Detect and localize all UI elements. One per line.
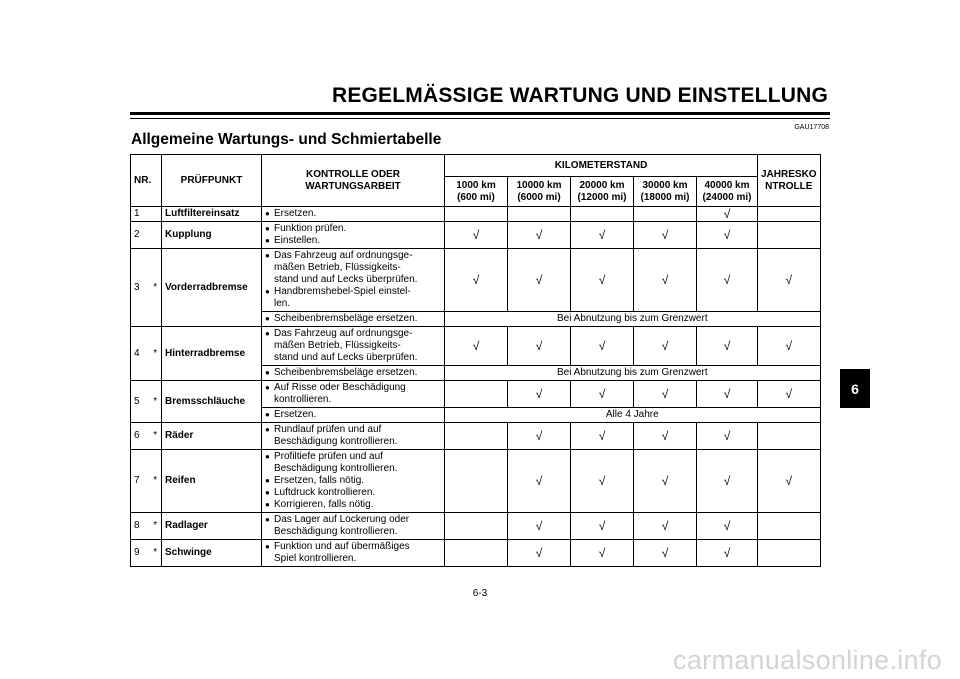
check-mark: √	[571, 423, 634, 450]
empty-cell	[571, 207, 634, 222]
row-number: 3	[131, 249, 150, 327]
table-row	[131, 450, 821, 513]
bullet-icon: ●	[265, 209, 270, 218]
row-number: 5	[131, 381, 150, 423]
page-header-title: REGELMÄSSIGE WARTUNG UND EINSTELLUNG	[331, 84, 828, 107]
row-star-marker: *	[150, 381, 162, 423]
table-row	[131, 513, 821, 540]
row-star-marker: *	[150, 423, 162, 450]
bullet-icon: ●	[265, 410, 270, 419]
row-sub-action	[262, 312, 445, 327]
row-star-marker: *	[150, 249, 162, 327]
action-item	[265, 286, 441, 310]
row-number: 4	[131, 327, 150, 381]
maintenance-table	[130, 154, 821, 567]
row-item: Reifen	[162, 450, 262, 513]
action-text: Ersetzen.	[274, 208, 317, 219]
check-mark: √	[697, 423, 758, 450]
empty-cell	[445, 450, 508, 513]
row-item: Bremsschläuche	[162, 381, 262, 423]
row-actions	[262, 249, 445, 312]
row-item: Luftfiltereinsatz	[162, 207, 262, 222]
row-number: 6	[131, 423, 150, 450]
row-number: 2	[131, 222, 150, 249]
bullet-icon: ●	[265, 515, 270, 524]
action-text: Das Lager auf Lockerung oder Beschädigung kontrollieren.	[274, 514, 410, 537]
check-mark: √	[508, 450, 571, 513]
action-item	[265, 475, 441, 487]
check-mark: √	[571, 513, 634, 540]
watermark: carmanualsonline.info	[673, 645, 942, 675]
row-actions	[262, 381, 445, 408]
interval-note: Bei Abnutzung bis zum Grenzwert	[445, 312, 821, 327]
empty-cell	[445, 540, 508, 567]
bullet-icon: ●	[265, 425, 270, 434]
check-mark: √	[634, 249, 697, 312]
check-mark: √	[697, 222, 758, 249]
action-text: Luftdruck kontrollieren.	[274, 487, 376, 498]
check-mark: √	[634, 450, 697, 513]
action-text: Das Fahrzeug auf ordnungsge- mäßen Betrieb, Flüssigkeits- stand und auf Lecks überprüfen.	[274, 250, 418, 285]
row-sub-action	[262, 408, 445, 423]
check-mark: √	[508, 249, 571, 312]
header-interval: 10000 km (6000 mi)	[508, 177, 571, 207]
check-mark: √	[445, 222, 508, 249]
check-mark: √	[697, 513, 758, 540]
action-item	[265, 223, 441, 235]
action-item	[265, 499, 441, 511]
action-item	[265, 367, 441, 379]
header-nr: NR.	[131, 155, 162, 207]
check-mark: √	[634, 513, 697, 540]
empty-cell	[445, 513, 508, 540]
empty-cell	[445, 381, 508, 408]
bullet-icon: ●	[265, 236, 270, 245]
bullet-icon: ●	[265, 383, 270, 392]
row-actions	[262, 222, 445, 249]
check-mark: √	[634, 222, 697, 249]
action-item	[265, 409, 441, 421]
empty-cell	[445, 207, 508, 222]
action-text: Einstellen.	[274, 235, 321, 246]
row-actions	[262, 513, 445, 540]
check-mark: √	[758, 381, 821, 408]
bullet-icon: ●	[265, 251, 270, 260]
bullet-icon: ●	[265, 476, 270, 485]
empty-cell	[758, 222, 821, 249]
interval-note: Bei Abnutzung bis zum Grenzwert	[445, 366, 821, 381]
table-row	[131, 327, 821, 366]
header-action: KONTROLLE ODER WARTUNGSARBEIT	[262, 155, 445, 207]
row-star-marker	[150, 222, 162, 249]
row-sub-action	[262, 366, 445, 381]
action-text: Scheibenbremsbeläge ersetzen.	[274, 313, 418, 324]
empty-cell	[758, 423, 821, 450]
table-row	[131, 423, 821, 450]
document-code: GAU17708	[794, 124, 829, 131]
check-mark: √	[508, 381, 571, 408]
header-odometer: KILOMETERSTAND	[445, 155, 758, 177]
header-interval: 40000 km (24000 mi)	[697, 177, 758, 207]
check-mark: √	[634, 381, 697, 408]
table-row	[131, 207, 821, 222]
empty-cell	[508, 207, 571, 222]
check-mark: √	[508, 423, 571, 450]
row-actions	[262, 327, 445, 366]
action-item	[265, 328, 441, 364]
action-text: Ersetzen, falls nötig.	[274, 475, 365, 486]
row-actions	[262, 540, 445, 567]
bullet-icon: ●	[265, 287, 270, 296]
action-text: Das Fahrzeug auf ordnungsge- mäßen Betrieb, Flüssigkeits- stand und auf Lecks überprüfen.	[274, 328, 418, 363]
header-interval: 30000 km (18000 mi)	[634, 177, 697, 207]
action-item	[265, 208, 441, 220]
row-star-marker	[150, 207, 162, 222]
check-mark: √	[758, 327, 821, 366]
bullet-icon: ●	[265, 314, 270, 323]
action-text: Handbremshebel-Spiel einstel- len.	[274, 286, 411, 309]
check-mark: √	[445, 327, 508, 366]
table-row	[131, 381, 821, 408]
row-item: Hinterradbremse	[162, 327, 262, 381]
action-text: Ersetzen.	[274, 409, 317, 420]
table-row	[131, 540, 821, 567]
check-mark: √	[758, 450, 821, 513]
check-mark: √	[758, 249, 821, 312]
action-text: Auf Risse oder Beschädigung kontrollieren.	[274, 382, 406, 405]
action-item	[265, 382, 441, 406]
action-item	[265, 541, 441, 565]
header-interval: 20000 km (12000 mi)	[571, 177, 634, 207]
row-number: 8	[131, 513, 150, 540]
empty-cell	[445, 423, 508, 450]
row-star-marker: *	[150, 327, 162, 381]
check-mark: √	[697, 540, 758, 567]
header-rule-thin	[130, 118, 830, 119]
action-item	[265, 424, 441, 448]
action-item	[265, 250, 441, 286]
row-number: 7	[131, 450, 150, 513]
header-rule-thick	[130, 112, 830, 115]
check-mark: √	[508, 327, 571, 366]
check-mark: √	[697, 249, 758, 312]
row-item: Räder	[162, 423, 262, 450]
action-item	[265, 487, 441, 499]
action-text: Funktion und auf übermäßiges Spiel kontrollieren.	[274, 541, 410, 564]
check-mark: √	[571, 540, 634, 567]
row-number: 9	[131, 540, 150, 567]
bullet-icon: ●	[265, 542, 270, 551]
check-mark: √	[634, 540, 697, 567]
check-mark: √	[571, 381, 634, 408]
row-star-marker: *	[150, 540, 162, 567]
action-text: Funktion prüfen.	[274, 223, 347, 234]
interval-note: Alle 4 Jahre	[445, 408, 821, 423]
action-item	[265, 313, 441, 325]
check-mark: √	[697, 381, 758, 408]
action-text: Rundlauf prüfen und auf Beschädigung kontrollieren.	[274, 424, 398, 447]
action-item	[265, 451, 441, 475]
header-interval: 1000 km (600 mi)	[445, 177, 508, 207]
action-text: Korrigieren, falls nötig.	[274, 499, 374, 510]
check-mark: √	[571, 327, 634, 366]
bullet-icon: ●	[265, 452, 270, 461]
bullet-icon: ●	[265, 329, 270, 338]
chapter-tab: 6	[840, 369, 870, 408]
check-mark: √	[697, 327, 758, 366]
check-mark: √	[571, 222, 634, 249]
row-star-marker: *	[150, 450, 162, 513]
bullet-icon: ●	[265, 224, 270, 233]
check-mark: √	[508, 513, 571, 540]
row-item: Schwinge	[162, 540, 262, 567]
row-number: 1	[131, 207, 150, 222]
row-star-marker: *	[150, 513, 162, 540]
bullet-icon: ●	[265, 500, 270, 509]
check-mark: √	[697, 207, 758, 222]
section-title: Allgemeine Wartungs- und Schmiertabelle	[131, 131, 442, 148]
check-mark: √	[634, 327, 697, 366]
row-actions	[262, 450, 445, 513]
row-item: Vorderradbremse	[162, 249, 262, 327]
bullet-icon: ●	[265, 368, 270, 377]
row-item: Kupplung	[162, 222, 262, 249]
check-mark: √	[571, 249, 634, 312]
check-mark: √	[508, 222, 571, 249]
check-mark: √	[634, 423, 697, 450]
check-mark: √	[571, 450, 634, 513]
action-item	[265, 514, 441, 538]
row-item: Radlager	[162, 513, 262, 540]
bullet-icon: ●	[265, 488, 270, 497]
table-row	[131, 249, 821, 312]
header-item: PRÜFPUNKT	[162, 155, 262, 207]
action-text: Profiltiefe prüfen und auf Beschädigung kontrollieren.	[274, 451, 398, 474]
row-actions	[262, 207, 445, 222]
empty-cell	[758, 513, 821, 540]
check-mark: √	[445, 249, 508, 312]
check-mark: √	[697, 450, 758, 513]
action-text: Scheibenbremsbeläge ersetzen.	[274, 367, 418, 378]
check-mark: √	[508, 540, 571, 567]
header-annual: JAHRESKO NTROLLE	[758, 155, 821, 207]
empty-cell	[758, 540, 821, 567]
action-item	[265, 235, 441, 247]
empty-cell	[634, 207, 697, 222]
empty-cell	[758, 207, 821, 222]
row-actions	[262, 423, 445, 450]
page-number: 6-3	[472, 588, 488, 599]
table-row	[131, 222, 821, 249]
